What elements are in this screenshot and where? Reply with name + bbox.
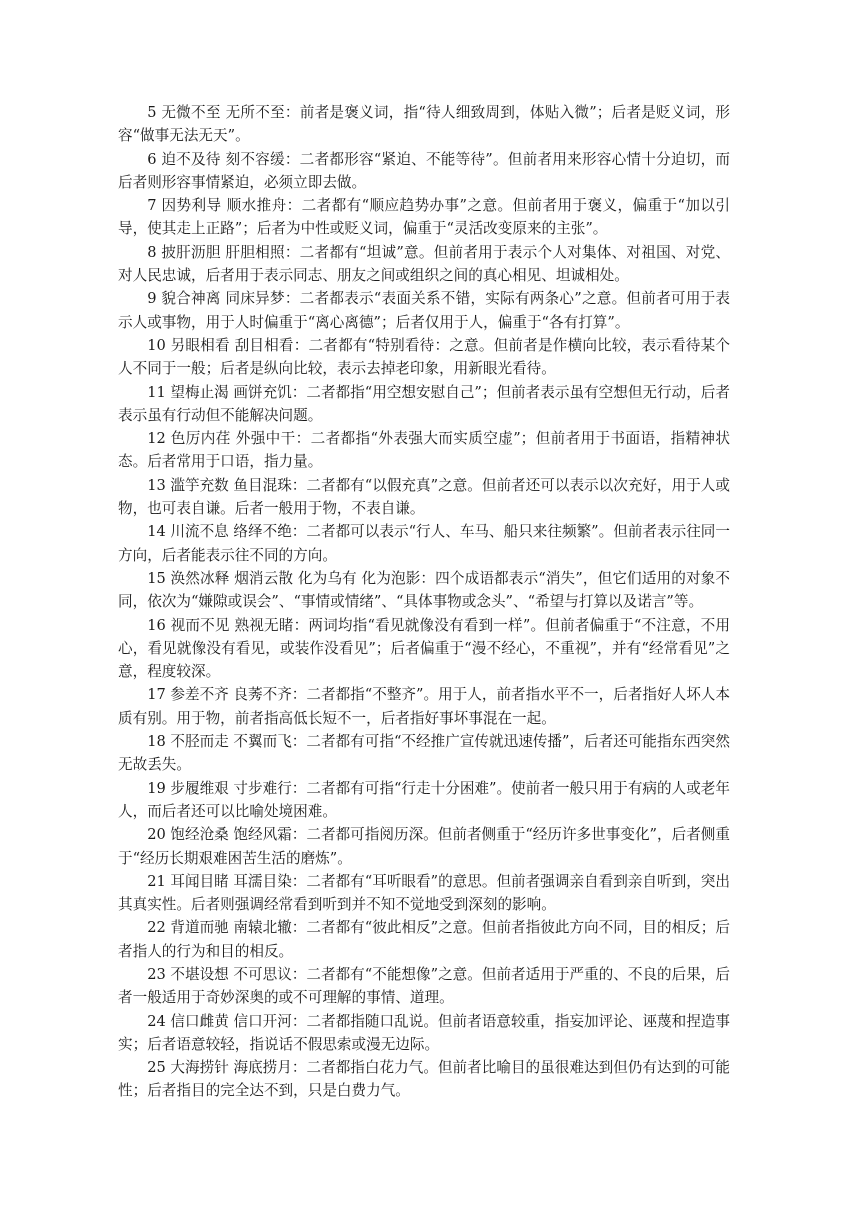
entry-08: 8 披肝沥胆 肝胆相照：二者都有“坦诚”意。但前者用于表示个人对集体、对祖国、对党、对人民忠诚，后者用于表示同志、朋友之间或组织之间的真心相见、坦诚相处。 xyxy=(118,243,730,285)
entry-15: 15 涣然冰释 烟消云散 化为乌有 化为泡影：四个成语都表示“消失”，但它们适用的对象不同，依次为“嫌隙或误会”、“事情或情绪”、“具体事物或念头”、“希望与打算以及诺言”等。 xyxy=(118,569,730,611)
entry-11: 11 望梅止渴 画饼充饥：二者都指“用空想安慰自己”；但前者表示虽有空想但无行动，后者表示虽有行动但不能解决问题。 xyxy=(118,383,730,424)
entry-10: 10 另眼相看 刮目相看：二者都有“特别看待：之意。但前者是作横向比较，表示看待某个人不同于一般；后者是纵向比较，表示去掉老印象，用新眼光看待。 xyxy=(118,336,730,378)
entry-22: 22 背道而驰 南辕北辙：二者都有“彼此相反”之意。但前者指彼此方向不同，目的相反；后者指人的行为和目的相反。 xyxy=(118,919,730,960)
entry-09: 9 貌合神离 同床异梦：二者都表示“表面关系不错，实际有两条心”之意。但前者可用于表示人或事物，用于人时偏重于“离心离德”；后者仅用于人，偏重于“各有打算”。 xyxy=(118,290,730,331)
document-body xyxy=(118,101,730,1103)
entry-23: 23 不堪设想 不可思议：二者都有“不能想像”之意。但前者适用于严重的、不良的后果，后者一般适用于奇妙深奥的或不可理解的事情、道理。 xyxy=(118,965,730,1007)
entry-24: 24 信口雌黄 信口开河：二者都指随口乱说。但前者语意较重，指妄加评论、诬蔑和捏造事实；后者语意较轻，指说话不假思索或漫无边际。 xyxy=(118,1012,730,1053)
entry-12: 12 色厉内荏 外强中干：二者都指“外表强大而实质空虚”；但前者用于书面语，指精神状态。后者常用于口语，指力量。 xyxy=(118,430,730,471)
entry-25: 25 大海捞针 海底捞月：二者都指白花力气。但前者比喻目的虽很难达到但仍有达到的可能性；后者指目的完全达不到，只是白费力气。 xyxy=(118,1059,730,1100)
entry-20: 20 饱经沧桑 饱经风霜：二者都可指阅历深。但前者侧重于“经历许多世事变化”，后者侧重于“经历长期艰难困苦生活的磨炼”。 xyxy=(118,826,730,867)
entry-07: 7 因势利导 顺水推舟：二者都有“顺应趋势办事”之意。但前者用于褒义，偏重于“加以引导，使其走上正路”；后者为中性或贬义词，偏重于“灵活改变原来的主张”。 xyxy=(118,197,730,238)
entry-06: 6 迫不及待 刻不容缓：二者都形容“紧迫、不能等待”。但前者用来形容心情十分迫切，而后者则形容事情紧迫，必须立即去做。 xyxy=(118,150,730,191)
entry-16: 16 视而不见 熟视无睹：两词均指“看见就像没有看到一样”。但前者偏重于“不注意，不用心，看见就像没有看见，或装作没看见”；后者偏重于“漫不经心，不重视”，并有“经常看见”之意，程度较深。 xyxy=(118,616,730,681)
entry-19: 19 步履维艰 寸步难行：二者都有可指“行走十分困难”。使前者一般只用于有病的人或老年人，而后者还可以比喻处境困难。 xyxy=(118,779,730,820)
entry-05: 5 无微不至 无所不至：前者是褒义词，指“待人细致周到，体贴入微”；后者是贬义词，形容“做事无法无天”。 xyxy=(118,104,730,145)
entry-18: 18 不胫而走 不翼而飞：二者都有可指“不经推广宣传就迅速传播”，后者还可能指东西突然无故丢失。 xyxy=(118,733,730,774)
entry-13: 13 滥竽充数 鱼目混珠：二者都有“以假充真”之意。但前者还可以表示以次充好，用于人或物，也可表自谦。后者一般用于物，不表自谦。 xyxy=(118,476,730,518)
entry-17: 17 参差不齐 良莠不齐：二者都指“不整齐”。用于人，前者指水平不一，后者指好人坏人本质有别。用于物，前者指高低长短不一，后者指好事坏事混在一起。 xyxy=(118,686,730,727)
entry-21: 21 耳闻目睹 耳濡目染：二者都有“耳听眼看”的意思。但前者强调亲自看到亲自听到，突出其真实性。后者则强调经常看到听到并不知不觉地受到深刻的影响。 xyxy=(118,872,730,914)
entry-14: 14 川流不息 络绎不绝：二者都可以表示“行人、车马、船只来往频繁”。但前者表示往同一方向，后者能表示往不同的方向。 xyxy=(118,523,730,564)
